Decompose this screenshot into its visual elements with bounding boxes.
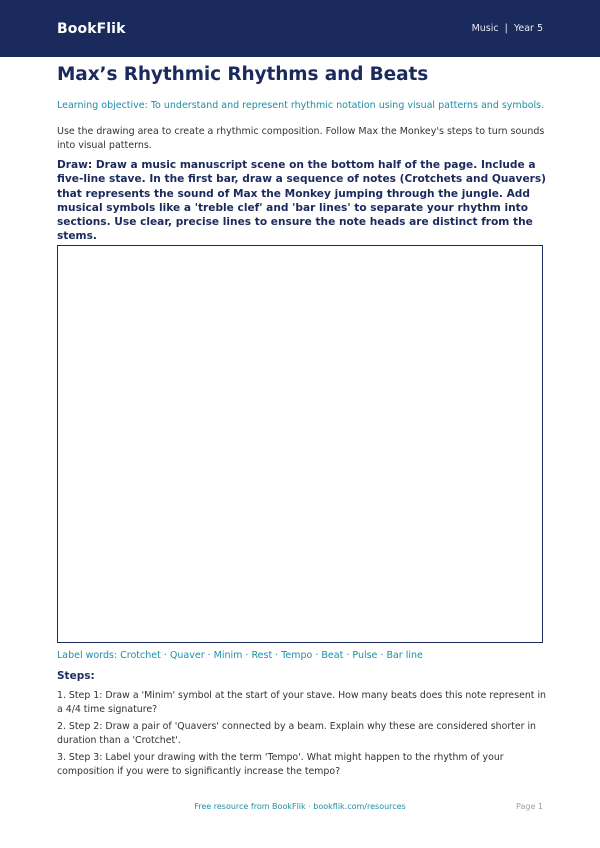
footer-resource-link[interactable]: Free resource from BookFlik · bookflik.com/resources <box>194 802 406 811</box>
steps-heading: Steps: <box>57 670 95 682</box>
drawing-area[interactable] <box>57 245 543 643</box>
year-label: Year 5 <box>513 23 543 34</box>
page-number: Page 1 <box>516 802 543 811</box>
subject-label: Music <box>471 23 499 34</box>
learning-objective: Learning objective: To understand and represent rhythmic notation using visual patterns and symbols. <box>57 100 545 111</box>
step-item: 2. Step 2: Draw a pair of 'Quavers' connected by a beam. Explain why these are considered shorter in duration than a 'Crotchet'. <box>57 721 537 746</box>
meta-separator: | <box>504 23 508 34</box>
draw-instruction: Draw: Draw a music manuscript scene on the bottom half of the page. Include a five-line stave. In the first bar, draw a sequence of notes (Crotchets and Quavers) that represents the sound of Max the Monkey jumping through the jungle. Add musical symbols like a 'treble clef' and 'bar lines' to separate your rhythm into sections. Use clear, precise lines to ensure the note heads are distinct from the stems. <box>57 159 547 243</box>
subject-year <box>472 23 543 34</box>
page-footer <box>0 802 600 816</box>
step-item: 1. Step 1: Draw a 'Minim' symbol at the start of your stave. How many beats does this note represent in a 4/4 time signature? <box>57 690 546 715</box>
steps-list <box>57 689 547 782</box>
label-words: Label words: Crotchet · Quaver · Minim · Rest · Tempo · Beat · Pulse · Bar line <box>57 650 423 661</box>
step-item: 3. Step 3: Label your drawing with the term 'Tempo'. What might happen to the rhythm of your composition if you were to significantly increase the tempo? <box>57 752 504 777</box>
brand-logo[interactable]: BookFlik <box>57 20 126 37</box>
page-title: Max’s Rhythmic Rhythms and Beats <box>57 64 429 85</box>
intro-text: Use the drawing area to create a rhythmic composition. Follow Max the Monkey's steps to turn sounds into visual patterns. <box>57 126 545 151</box>
page-header <box>0 0 600 57</box>
